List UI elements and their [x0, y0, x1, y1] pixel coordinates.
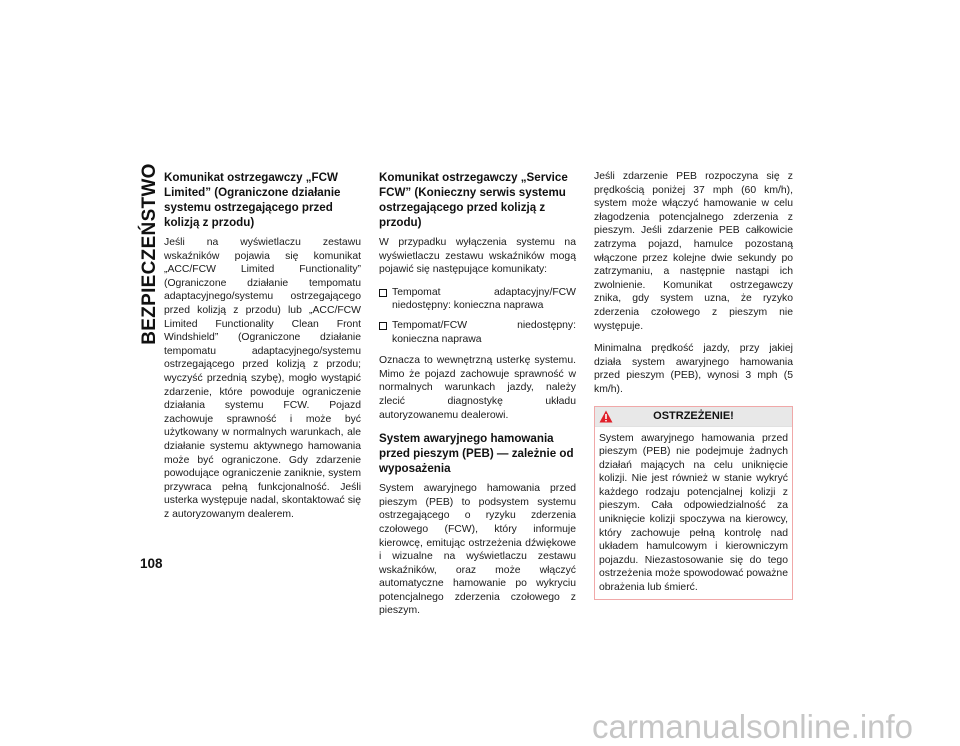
fcw-limited-heading: Komunikat ostrzegawczy „FCW Limited” (Ograniczone działanie systemu ostrzegającego przed kolizją z przodu) — [164, 171, 341, 229]
list-item-text: Tempomat/FCW niedostępny: konieczna naprawa — [392, 319, 576, 345]
warning-header — [595, 407, 792, 427]
message-list — [379, 286, 576, 346]
warning-body — [595, 427, 792, 599]
warning-box — [594, 406, 793, 600]
list-item-text: Tempomat adaptacyjny/FCW niedostępny: konieczna naprawa — [392, 286, 576, 312]
peb-heading: System awaryjnego hamowania przed pieszym (PEB) — zależnie od wyposażenia — [379, 432, 574, 476]
section-side-title — [138, 163, 162, 345]
list-item — [379, 286, 576, 313]
peb-event-paragraph: Jeśli zdarzenie PEB rozpoczyna się z prędkością poniżej 37 mph (60 km/h), system może włączyć hamowanie w celu złagodzenia potencjalnego zderzenia z pieszym. Jeśli zdarzenie PEB całkowicie zatrzyma pojazd, hamulce pozostaną włączone przez kolejne dwie sekundy po zatrzymaniu, a następnie nastąpi ich zwolnienie. Komunikat ostrzegawczy znika, gdy system uzna, że ryzyko zderzenia czołowego z pieszym nie występuje. — [594, 171, 793, 332]
service-fcw-heading: Komunikat ostrzegawczy „Service FCW” (Konieczny serwis systemu ostrzegającego przed kolizją z przodu) — [379, 171, 568, 229]
page-number: 108 — [140, 556, 163, 571]
checkbox-bullet-icon — [379, 322, 387, 330]
internal-fault-paragraph: Oznacza to wewnętrzną usterkę systemu. Mimo że pojazd zachowuje sprawność w normalnych warunkach jazdy, należy zlecić diagnostykę układu autoryzowanemu dealerowi. — [379, 355, 576, 421]
min-speed-paragraph: Minimalna prędkość jazdy, przy jakiej działa system awaryjnego hamowania przed pieszym (PEB), wynosi 3 mph (5 km/h). — [594, 343, 793, 395]
column-middle — [379, 170, 576, 627]
column-right — [594, 170, 793, 600]
checkbox-bullet-icon — [379, 289, 387, 297]
peb-paragraph: System awaryjnego hamowania przed pieszym (PEB) to podsystem systemu ostrzegającego o ryzyku zderzenia czołowego (FCW), który informuje kierowcę, emitując ostrzeżenia dźwiękowe i wizualne na wyświetlaczu zestawu wskaźników, oraz może włączyć automatyczne hamowanie po wykryciu potencjalnego zderzenia czołowego z pieszym. — [379, 483, 576, 617]
watermark-logo: carmanualsonline.info — [592, 708, 914, 745]
list-item — [379, 319, 576, 346]
fcw-limited-paragraph: Jeśli na wyświetlaczu zestawu wskaźników pojawia się komunikat „ACC/FCW Limited Functionality” (Ograniczone działanie tempomatu adaptacyjnego/systemu ostrzegającego przed kolizją z przodu) lub „ACC/FCW Limited Functionality Clean Front Windshield” (Ograniczone działanie tempomatu adaptacyjnego/systemu ostrzegającego przed kolizją z przodu; wyczyść przednią szybę), mogło wystąpić zdarzenie, które powoduje ograniczenie działania systemu FCW. Pojazd zachowuje sprawność i może być użytkowany w normalnych warunkach, ale działanie systemu aktywnego hamowania może być ograniczone. Gdy zdarzenie powodujące ograniczenie zaniknie, system przywraca pełną funkcjonalność. Jeśli usterka występuje nadal, skontaktować się z autoryzowanym dealerem. — [164, 237, 361, 520]
section-title-text: BEZPIECZEŃSTWO — [139, 163, 160, 345]
service-fcw-paragraph: W przypadku wyłączenia systemu na wyświetlaczu zestawu wskaźników mogą pojawić się następujące komunikaty: — [379, 237, 576, 276]
column-left — [164, 170, 361, 530]
warning-text: System awaryjnego hamowania przed pieszym (PEB) nie podejmuje żadnych działań mających na celu uniknięcie kolizji. Nie jest również w stanie wykryć każdego rodzaju potencjalnej kolizji z pieszym. Cała odpowiedzialność za uniknięcie kolizji spoczywa na kierowcy, który zachowuje pełną kontrolę nad układem hamulcowym i kierowniczym pojazdu. Niezastosowanie się do tego ostrzeżenia może spowodować poważne obrażenia lub śmierć. — [599, 432, 788, 594]
warning-title: OSTRZEŻENIE! — [653, 409, 734, 422]
